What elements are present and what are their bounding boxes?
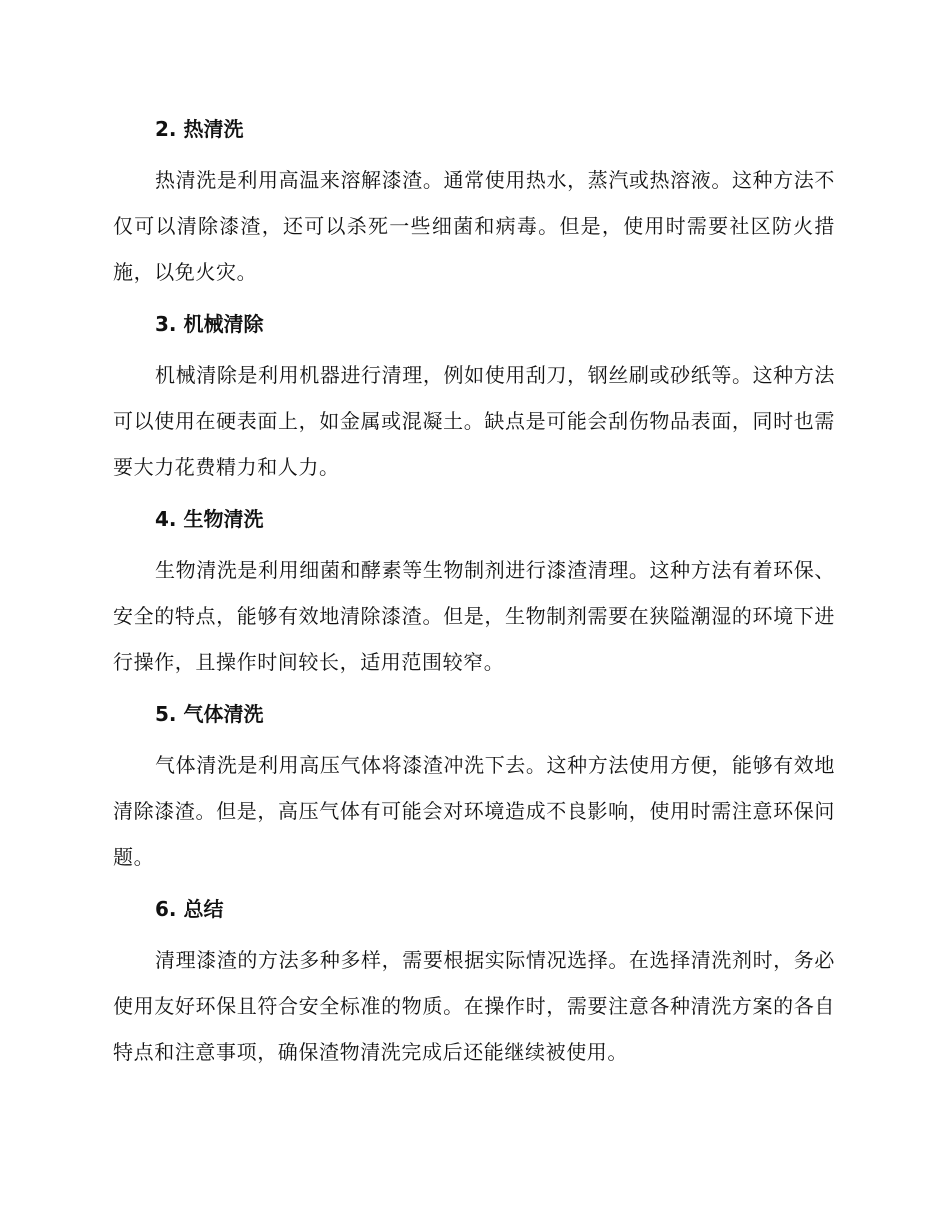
section-heading: 5. 气体清洗	[155, 702, 264, 726]
section-heading: 3. 机械清除	[155, 312, 264, 336]
section-paragraph: 热清洗是利用高温来溶解漆渣。通常使用热水，蒸汽或热溶液。这种方法不仅可以清除漆渣，还可以杀死一些细菌和病毒。但是，使用时需要社区防火措施，以免火灾。	[113, 168, 835, 284]
section-paragraph: 气体清洗是利用高压气体将漆渣冲洗下去。这种方法使用方便，能够有效地清除漆渣。但是，高压气体有可能会对环境造成不良影响，使用时需注意环保问题。	[113, 753, 835, 869]
section-summary	[113, 892, 835, 1075]
section-paragraph: 生物清洗是利用细菌和酵素等生物制剂进行漆渣清理。这种方法有着环保、安全的特点，能够有效地清除漆渣。但是，生物制剂需要在狭隘潮湿的环境下进行操作，且操作时间较长，适用范围较窄。	[113, 558, 835, 674]
section-heading: 4. 生物清洗	[155, 507, 264, 531]
section-heading: 6. 总结	[155, 897, 224, 921]
section-paragraph: 清理漆渣的方法多种多样，需要根据实际情况选择。在选择清洗剂时，务必使用友好环保且符合安全标准的物质。在操作时，需要注意各种清洗方案的各自特点和注意事项，确保渣物清洗完成后还能继续被使用。	[113, 948, 835, 1064]
section-mechanical-removal	[113, 307, 835, 490]
section-heading: 2. 热清洗	[155, 117, 244, 141]
section-paragraph: 机械清除是利用机器进行清理，例如使用刮刀，钢丝刷或砂纸等。这种方法可以使用在硬表面上，如金属或混凝土。缺点是可能会刮伤物品表面，同时也需要大力花费精力和人力。	[113, 363, 835, 479]
document-content	[113, 112, 835, 1075]
section-gas-cleaning	[113, 697, 835, 880]
section-hot-cleaning	[113, 112, 835, 295]
section-biological-cleaning	[113, 502, 835, 685]
